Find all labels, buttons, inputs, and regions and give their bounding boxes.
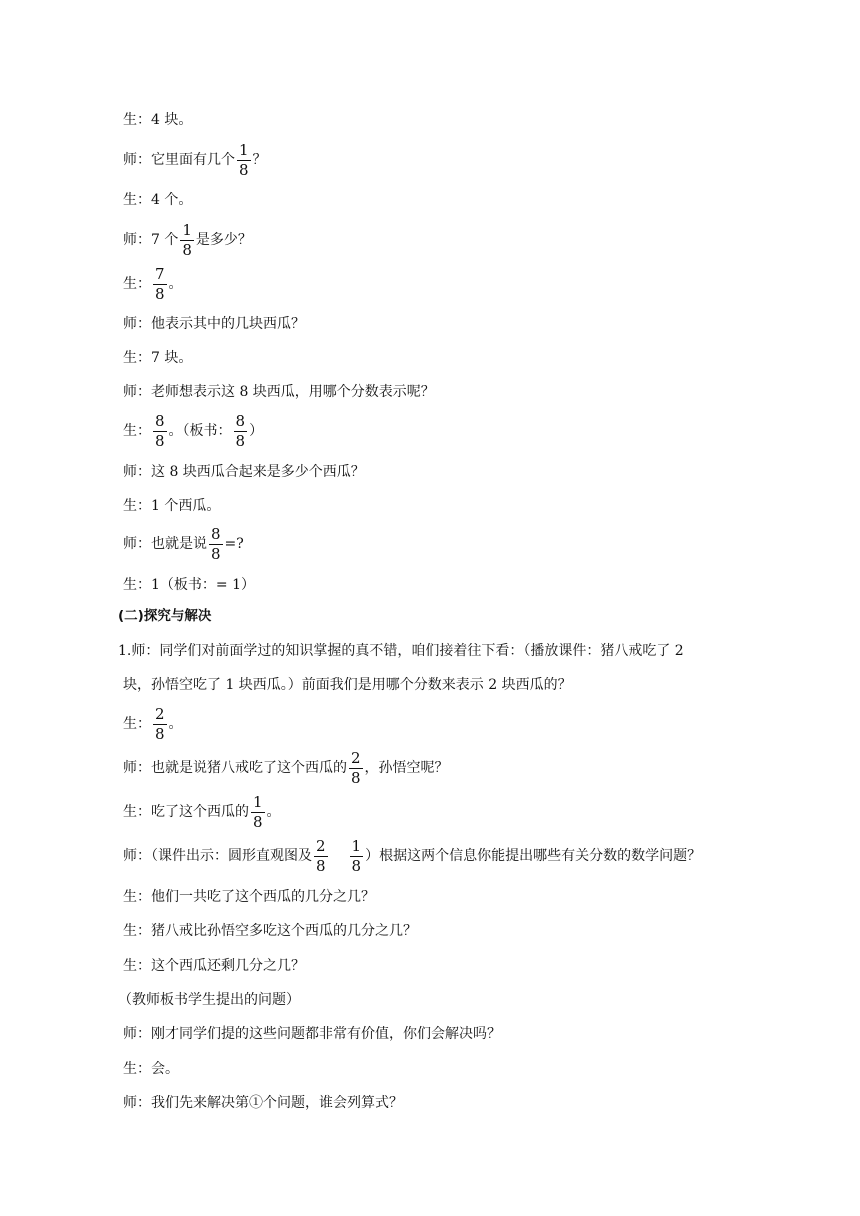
paragraph-line: 1.师：同学们对前面学过的知识掌握的真不错，咱们接着往下看：（播放课件：猪八戒吃了 2 xyxy=(118,643,684,659)
dialogue-line: 生：他们一共吃了这个西瓜的几分之几？ xyxy=(123,889,375,905)
paragraph-line: 块，孙悟空吃了 1 块西瓜。）前面我们是用哪个分数来表示 2 块西瓜的？ xyxy=(123,677,572,693)
dialogue-line: 生：4 个。 xyxy=(123,192,193,208)
dialogue-line: 生： $\frac{7}{8}$ 。 xyxy=(123,264,183,303)
dialogue-line: 生： $\frac{2}{8}$ 。 xyxy=(123,704,183,743)
dialogue-line: 师：他表示其中的几块西瓜？ xyxy=(123,316,305,332)
dialogue-line: 生：猪八戒比孙悟空多吃这个西瓜的几分之几？ xyxy=(123,923,417,939)
dialogue-line: 师：它里面有几个 $\frac{1}{8}$ ？ xyxy=(123,140,267,179)
dialogue-line: 生：会。 xyxy=(123,1061,179,1077)
dialogue-line: 师：也就是说 $\frac{8}{8}$ =? xyxy=(123,524,244,563)
dialogue-line: 师：老师想表示这 8 块西瓜，用哪个分数表示呢？ xyxy=(123,384,435,400)
dialogue-line: 师：这 8 块西瓜合起来是多少个西瓜？ xyxy=(123,464,365,480)
fraction: $\frac{8}{8}$ xyxy=(235,411,246,450)
dialogue-line: 生： $\frac{8}{8}$ 。（板书： $\frac{8}{8}$ ） xyxy=(123,411,264,450)
dialogue-line: 师：（课件出示：圆形直观图及 $\frac{2}{8}$ $\frac{1}{8}$ ）根据这两个信息你能提出哪些有关分数的数学问题？ xyxy=(123,836,702,875)
fraction: $\frac{8}{8}$ xyxy=(155,411,165,450)
stage-note: （教师板书学生提出的问题） xyxy=(118,992,300,1008)
section-heading: (二)探究与解决 xyxy=(118,608,212,625)
dialogue-line: 生：1（板书：= 1） xyxy=(123,577,255,593)
fraction: $\frac{1}{8}$ xyxy=(253,792,263,831)
dialogue-line: 生：这个西瓜还剩几分之几？ xyxy=(123,958,305,974)
fraction: $\frac{2}{8}$ xyxy=(155,704,165,743)
dialogue-line: 师：也就是说猪八戒吃了这个西瓜的 $\frac{2}{8}$ ，孙悟空呢？ xyxy=(123,748,449,787)
fraction: $\frac{2}{8}$ xyxy=(351,748,361,787)
dialogue-line: 师：刚才同学们提的这些问题都非常有价值，你们会解决吗？ xyxy=(123,1026,501,1042)
fraction: $\frac{1}{8}$ xyxy=(351,836,362,875)
fraction: $\frac{8}{8}$ xyxy=(211,524,221,563)
dialogue-line: 生：吃了这个西瓜的 $\frac{1}{8}$ 。 xyxy=(123,792,281,831)
dialogue-line: 生：1 个西瓜。 xyxy=(123,498,221,514)
dialogue-line: 生：4 块。 xyxy=(123,112,193,128)
fraction: $\frac{1}{8}$ xyxy=(239,140,249,179)
dialogue-line: 生：7 块。 xyxy=(123,350,193,366)
fraction: $\frac{2}{8}$ xyxy=(316,836,326,875)
fraction: $\frac{7}{8}$ xyxy=(155,264,165,303)
dialogue-line: 师：7 个 $\frac{1}{8}$ 是多少？ xyxy=(123,220,252,259)
dialogue-line: 师：我们先来解决第①个问题，谁会列算式？ xyxy=(123,1095,403,1111)
fraction: $\frac{1}{8}$ xyxy=(182,220,192,259)
